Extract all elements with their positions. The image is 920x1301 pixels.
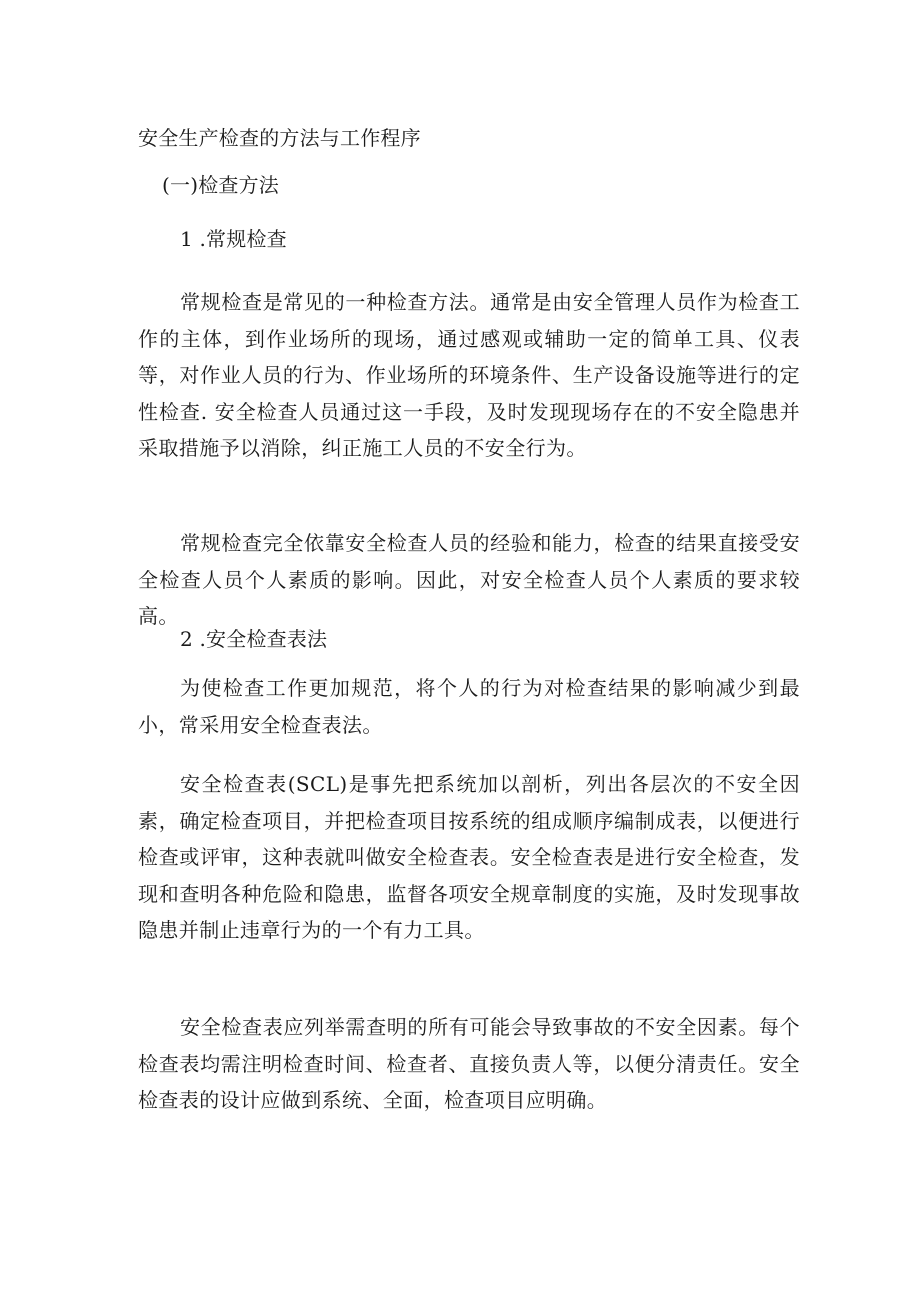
paragraph-checklist-definition: 安全检查表(SCL)是事先把系统加以剖析，列出各层次的不安全因素，确定检查项目，并把检查项目按系统的组成顺序编制成表，以便进行检查或评审，这种表就叫做安全检查表。安全检查表是进行安全检查，发现和查明各种危险和隐患，监督各项安全规章制度的实施，及时发现事故隐患并制止违章行为的一个有力工具。 <box>138 772 800 942</box>
paragraph-routine-check-limitations: 常规检查完全依靠安全检查人员的经验和能力，检查的结果直接受安全检查人员个人素质的影响。因此，对安全检查人员个人素质的要求较高。 <box>138 531 800 628</box>
document-title: 安全生产检查的方法与工作程序 <box>138 126 421 150</box>
section-heading: (一)检查方法 <box>162 173 280 197</box>
paragraph-checklist-purpose: 为使检查工作更加规范，将个人的行为对检查结果的影响减少到最小，常采用安全检查表法。 <box>138 676 800 737</box>
paragraph-checklist-requirements: 安全检查表应列举需查明的所有可能会导致事故的不安全因素。每个检查表均需注明检查时间、检查者、直接负责人等，以便分清责任。安全检查表的设计应做到系统、全面，检查项目应明确。 <box>138 1015 800 1112</box>
subsection-heading-checklist-method: 2 .安全检查表法 <box>180 627 328 651</box>
paragraph-routine-check-description: 常规检查是常见的一种检查方法。通常是由安全管理人员作为检查工作的主体，到作业场所的现场，通过感观或辅助一定的简单工具、仪表等，对作业人员的行为、作业场所的环境条件、生产设备设施等进行的定性检查. 安全检查人员通过这一手段，及时发现现场存在的不安全隐患并采取措施予以消除，纠正施工人员的不安全行为。 <box>138 290 800 460</box>
subsection-heading-routine-check: 1 .常规检查 <box>180 227 287 251</box>
